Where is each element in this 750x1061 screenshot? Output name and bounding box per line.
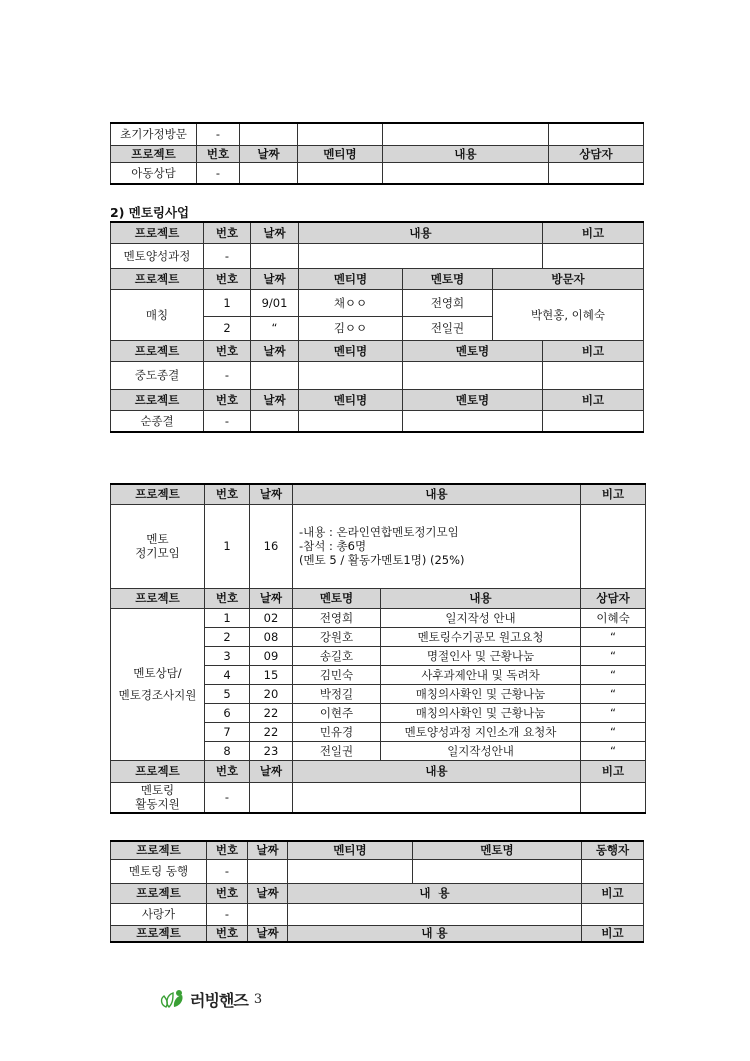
- header-content: 내 용: [288, 925, 582, 942]
- date-cell: 22: [250, 722, 293, 741]
- header-content: 내 용: [288, 883, 582, 903]
- header-date: 날짜: [250, 484, 293, 504]
- number-cell: -: [204, 361, 251, 389]
- counselor-cell: “: [581, 665, 646, 684]
- mentor-cell: 송길호: [293, 646, 381, 665]
- header-mentee: 멘티명: [299, 389, 403, 410]
- mentor-cell: 전영희: [293, 608, 381, 627]
- counselor-cell: “: [581, 646, 646, 665]
- mentor-cell: 전영희: [403, 289, 493, 316]
- number-cell: -: [207, 903, 248, 925]
- header-counselor: 상담자: [549, 145, 644, 162]
- content-cell: 멘토링수기공모 원고요청: [381, 627, 581, 646]
- header-mentor: 멘토명: [403, 268, 493, 289]
- header-note: 비고: [582, 925, 644, 942]
- meeting-content-line: (멘토 5 / 활동가멘토1명) (25%): [299, 553, 465, 567]
- number-cell: 6: [205, 703, 250, 722]
- number-cell: -: [204, 243, 251, 268]
- number-cell: 3: [205, 646, 250, 665]
- date-cell: 9/01: [251, 289, 299, 316]
- number-cell: -: [207, 859, 248, 883]
- mentor-cell: 강원호: [293, 627, 381, 646]
- header-content: 내용: [293, 760, 581, 782]
- header-number: 번호: [197, 145, 240, 162]
- mentor-cell: 박정길: [293, 684, 381, 703]
- number-cell: -: [204, 410, 251, 432]
- header-visitor: 방문자: [493, 268, 644, 289]
- counselor-cell: “: [581, 703, 646, 722]
- header-project: 프로젝트: [111, 760, 205, 782]
- header-project: 프로젝트: [111, 268, 204, 289]
- date-cell: 22: [250, 703, 293, 722]
- project-cell-activity: 멘토링 활동지원: [111, 782, 205, 813]
- section-title: 2) 멘토링사업: [110, 205, 190, 220]
- date-cell: 09: [250, 646, 293, 665]
- meeting-content-line: -내용 : 온라인연합멘토정기모임: [299, 525, 459, 539]
- header-mentor: 멘토명: [293, 588, 381, 608]
- header-project: 프로젝트: [111, 841, 207, 859]
- header-number: 번호: [204, 268, 251, 289]
- date-cell: 15: [250, 665, 293, 684]
- content-cell: 매칭의사확인 및 근황나눔: [381, 703, 581, 722]
- header-date: 날짜: [250, 588, 293, 608]
- project-cell: 아동상담: [111, 162, 197, 184]
- header-date: 날짜: [248, 883, 288, 903]
- brand-name: 러빙핸즈: [190, 990, 248, 1010]
- header-project: 프로젝트: [111, 222, 204, 243]
- header-content: 내용: [381, 588, 581, 608]
- header-project: 프로젝트: [111, 145, 197, 162]
- content-cell: 일지작성 안내: [381, 608, 581, 627]
- header-project: 프로젝트: [111, 588, 205, 608]
- table-visits-counsel: [110, 122, 644, 185]
- header-content: 내용: [293, 484, 581, 504]
- table-mentoring: [110, 221, 644, 433]
- date-cell: 23: [250, 741, 293, 760]
- mentor-cell: 전일권: [403, 316, 493, 340]
- meeting-content-line: -참석 : 총6명: [299, 539, 367, 553]
- header-date: 날짜: [248, 841, 288, 859]
- header-number: 번호: [205, 484, 250, 504]
- project-cell: 중도종결: [111, 361, 204, 389]
- project-cell: 초기가정방문: [111, 123, 197, 145]
- mentor-cell: 김민숙: [293, 665, 381, 684]
- page-number: 3: [253, 991, 263, 1007]
- header-project: 프로젝트: [111, 883, 207, 903]
- header-date: 날짜: [251, 389, 299, 410]
- number-cell: 1: [205, 504, 250, 588]
- number-cell: 2: [204, 316, 251, 340]
- leaf-logo-icon: [160, 989, 188, 1009]
- header-number: 번호: [207, 925, 248, 942]
- number-cell: 2: [205, 627, 250, 646]
- content-cell: 매칭의사확인 및 근황나눔: [381, 684, 581, 703]
- header-number: 번호: [204, 222, 251, 243]
- header-note: 비고: [543, 340, 644, 361]
- project-cell: 멘토양성과정: [111, 243, 204, 268]
- header-date: 날짜: [248, 925, 288, 942]
- counselor-cell: “: [581, 741, 646, 760]
- header-number: 번호: [207, 883, 248, 903]
- number-cell: -: [197, 123, 240, 145]
- header-mentee: 멘티명: [299, 340, 403, 361]
- date-cell: 08: [250, 627, 293, 646]
- header-date: 날짜: [240, 145, 298, 162]
- header-number: 번호: [207, 841, 248, 859]
- footer: [160, 988, 262, 1010]
- header-note: 비고: [581, 760, 646, 782]
- header-counselor: 상담자: [581, 588, 646, 608]
- content-cell: 사후과제안내 및 독려차: [381, 665, 581, 684]
- header-date: 날짜: [251, 340, 299, 361]
- header-number: 번호: [204, 340, 251, 361]
- content-cell: 일지작성안내: [381, 741, 581, 760]
- mentor-cell: 이현주: [293, 703, 381, 722]
- counselor-cell: “: [581, 684, 646, 703]
- project-cell-meeting: 멘토 정기모임: [111, 504, 205, 588]
- counselor-cell: “: [581, 722, 646, 741]
- project-cell: 사랑가: [111, 903, 207, 925]
- header-project: 프로젝트: [111, 389, 204, 410]
- header-content: 내용: [299, 222, 543, 243]
- header-mentor: 멘토명: [403, 389, 543, 410]
- header-content: 내용: [383, 145, 549, 162]
- content-cell: 명절인사 및 근황나눔: [381, 646, 581, 665]
- number-cell: 4: [205, 665, 250, 684]
- header-mentor: 멘토명: [403, 340, 543, 361]
- header-mentee: 멘티명: [288, 841, 413, 859]
- content-cell: 멘토양성과정 지인소개 요청차: [381, 722, 581, 741]
- date-cell: 02: [250, 608, 293, 627]
- mentee-cell: 김ㅇㅇ: [299, 316, 403, 340]
- project-cell: 순종결: [111, 410, 204, 432]
- header-project: 프로젝트: [111, 484, 205, 504]
- date-cell: 16: [250, 504, 293, 588]
- header-number: 번호: [205, 588, 250, 608]
- header-mentee: 멘티명: [299, 268, 403, 289]
- table-accompany: [110, 840, 644, 943]
- header-number: 번호: [205, 760, 250, 782]
- header-date: 날짜: [251, 222, 299, 243]
- visitor-cell: 박현홍, 이혜숙: [493, 289, 644, 340]
- mentee-cell: 채ㅇㅇ: [299, 289, 403, 316]
- header-project: 프로젝트: [111, 340, 204, 361]
- header-date: 날짜: [250, 760, 293, 782]
- header-note: 비고: [543, 389, 644, 410]
- mentor-cell: 민유경: [293, 722, 381, 741]
- header-note: 비고: [543, 222, 644, 243]
- header-project: 프로젝트: [111, 925, 207, 942]
- number-cell: 7: [205, 722, 250, 741]
- header-mentor: 멘토명: [413, 841, 582, 859]
- table-mentor-management: [110, 483, 646, 814]
- number-cell: 1: [204, 289, 251, 316]
- header-note: 비고: [581, 484, 646, 504]
- number-cell: 8: [205, 741, 250, 760]
- date-cell: “: [251, 316, 299, 340]
- header-companion: 동행자: [582, 841, 644, 859]
- mentor-cell: 전일권: [293, 741, 381, 760]
- header-number: 번호: [204, 389, 251, 410]
- number-cell: 1: [205, 608, 250, 627]
- project-cell: 멘토링 동행: [111, 859, 207, 883]
- counselor-cell: 이혜숙: [581, 608, 646, 627]
- header-note: 비고: [582, 883, 644, 903]
- number-cell: -: [205, 782, 250, 813]
- number-cell: 5: [205, 684, 250, 703]
- header-mentee: 멘티명: [298, 145, 383, 162]
- header-date: 날짜: [251, 268, 299, 289]
- project-cell-matching: 매칭: [111, 289, 204, 340]
- project-cell-counsel: 멘토상담/ 멘토경조사지원: [111, 608, 205, 760]
- meeting-content: [293, 504, 581, 588]
- counselor-cell: “: [581, 627, 646, 646]
- number-cell: -: [197, 162, 240, 184]
- date-cell: 20: [250, 684, 293, 703]
